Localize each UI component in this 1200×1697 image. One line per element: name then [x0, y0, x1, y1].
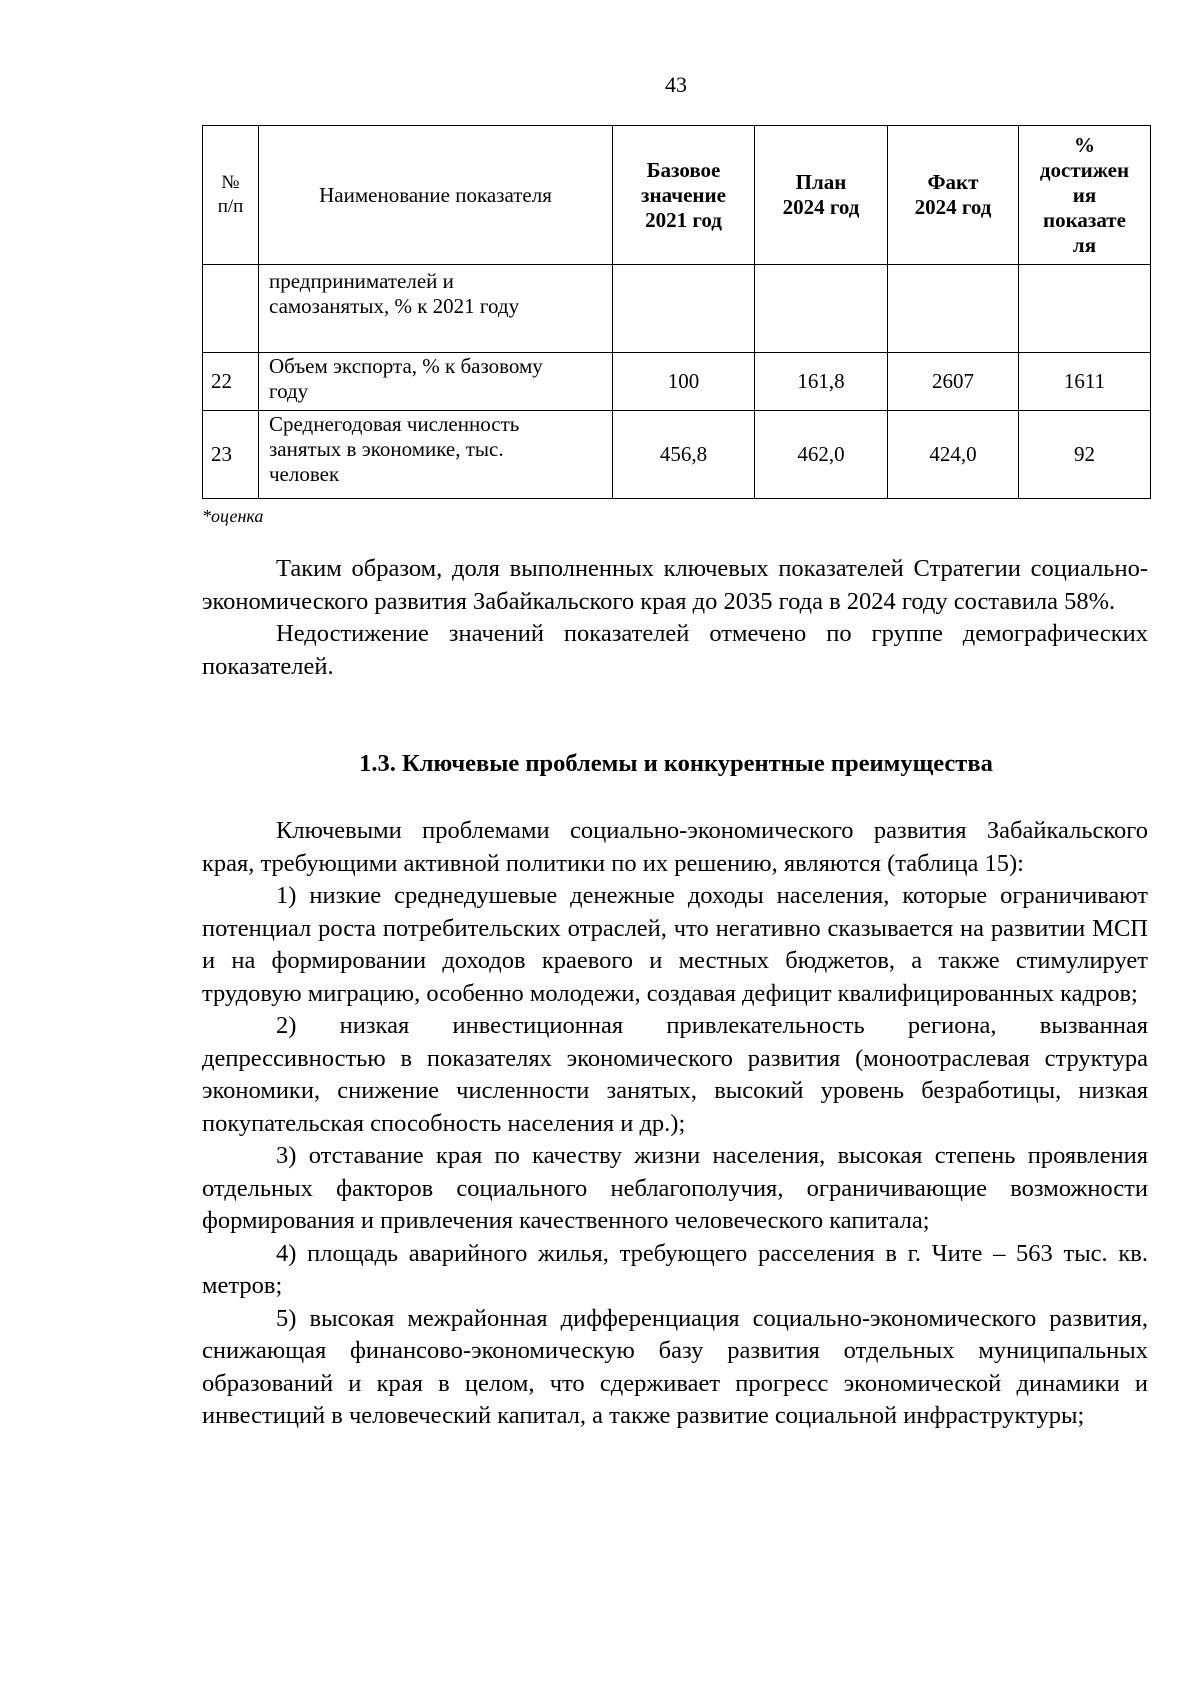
cell-name-line: Среднегодовая численность	[269, 412, 520, 436]
header-plan-line: План	[795, 170, 847, 194]
header-fact-line: 2024 год	[914, 195, 992, 219]
cell-fact	[888, 265, 1019, 353]
header-num	[203, 126, 259, 265]
cell-fact: 2607	[888, 353, 1019, 411]
list-item: 1) низкие среднедушевые денежные доходы населения, которые ограничивают потенциал роста потребительских отраслей, что негативно сказывается на развитии МСП и на формировании доходов краевого и местных бюджетов, а также стимулирует трудовую миграцию, особенно молодежи, создавая дефицит квалифицированных кадров;	[202, 882, 1148, 1007]
cell-percent: 1611	[1019, 353, 1151, 411]
header-name: Наименование показателя	[259, 126, 613, 265]
table-row	[203, 265, 1151, 353]
table-row	[203, 353, 1151, 411]
header-base-line: 2021 год	[645, 207, 722, 232]
header-percent-line: показате	[1043, 207, 1126, 232]
header-percent-line: достижен	[1039, 157, 1130, 182]
list-item: 2) низкая инвестиционная привлекательность региона, вызванная депрессивностью в показателях экономического развития (моноотраслевая структура экономики, снижение численности занятых, высокий уровень безработицы, низкая покупательская способность населения и др.);	[202, 1012, 1148, 1137]
cell-name-line: году	[269, 379, 309, 403]
cell-base	[613, 265, 755, 353]
cell-num: 23	[203, 411, 259, 499]
cell-percent: 92	[1019, 411, 1151, 499]
header-percent-line: %	[1074, 132, 1095, 157]
header-percent-line: ля	[1072, 232, 1097, 257]
cell-num: 22	[203, 353, 259, 411]
cell-name-line: предпринимателей и	[269, 269, 454, 293]
table-footnote: *оценка	[202, 506, 264, 526]
header-percent-line: ия	[1072, 182, 1097, 207]
paragraph: Недостижение значений показателей отмечено по группе демографических показателей.	[202, 620, 1148, 680]
cell-plan	[755, 265, 888, 353]
section-text	[202, 815, 1148, 1433]
cell-base: 100	[613, 353, 755, 411]
cell-name	[259, 411, 613, 499]
header-plan	[755, 126, 888, 265]
header-fact-line: Факт	[927, 170, 979, 194]
cell-num	[203, 265, 259, 353]
header-num-line: п/п	[217, 196, 244, 217]
cell-name-line: человек	[269, 462, 340, 486]
table-row	[203, 411, 1151, 499]
list-item: 4) площадь аварийного жилья, требующего расселения в г. Чите – 563 тыс. кв. метров;	[202, 1239, 1148, 1299]
cell-name	[259, 265, 613, 353]
cell-plan: 462,0	[755, 411, 888, 499]
cell-name-line: Объем экспорта, % к базовому	[269, 354, 543, 378]
header-base	[613, 126, 755, 265]
cell-percent	[1019, 265, 1151, 353]
summary-text	[202, 553, 1148, 683]
cell-name-line: самозанятых, % к 2021 году	[269, 294, 520, 318]
header-fact	[888, 126, 1019, 265]
header-plan-line: 2024 год	[782, 195, 860, 219]
table-header-row	[203, 126, 1151, 265]
header-percent	[1019, 126, 1151, 265]
header-num-line: №	[221, 172, 240, 193]
list-item: 3) отставание края по качеству жизни населения, высокая степень проявления отдельных факторов социального неблагополучия, ограничивающие возможности формирования и привлечения качественного человеческого капитала;	[202, 1142, 1148, 1234]
cell-name-line: занятых в экономике, тыс.	[269, 437, 504, 461]
section-heading: 1.3. Ключевые проблемы и конкурентные преимущества	[359, 750, 993, 777]
cell-base: 456,8	[613, 411, 755, 499]
cell-fact: 424,0	[888, 411, 1019, 499]
header-base-line: значение	[641, 182, 726, 207]
header-base-line: Базовое	[646, 157, 721, 182]
paragraph: Ключевыми проблемами социально-экономического развития Забайкальского края, требующими активной политики по их решению, являются (таблица 15):	[202, 817, 1148, 877]
metrics-table	[202, 125, 1151, 499]
paragraph: Таким образом, доля выполненных ключевых показателей Стратегии социально-экономического развития Забайкальского края до 2035 года в 2024 году составила 58%.	[202, 555, 1148, 615]
page-number: 43	[665, 72, 687, 97]
list-item: 5) высокая межрайонная дифференциация социально-экономического развития, снижающая финансово-экономическую базу развития отдельных муниципальных образований и края в целом, что сдерживает прогресс экономической динамики и инвестиций в человеческий капитал, а также развитие социальной инфраструктуры;	[202, 1304, 1148, 1429]
cell-name	[259, 353, 613, 411]
cell-plan: 161,8	[755, 353, 888, 411]
